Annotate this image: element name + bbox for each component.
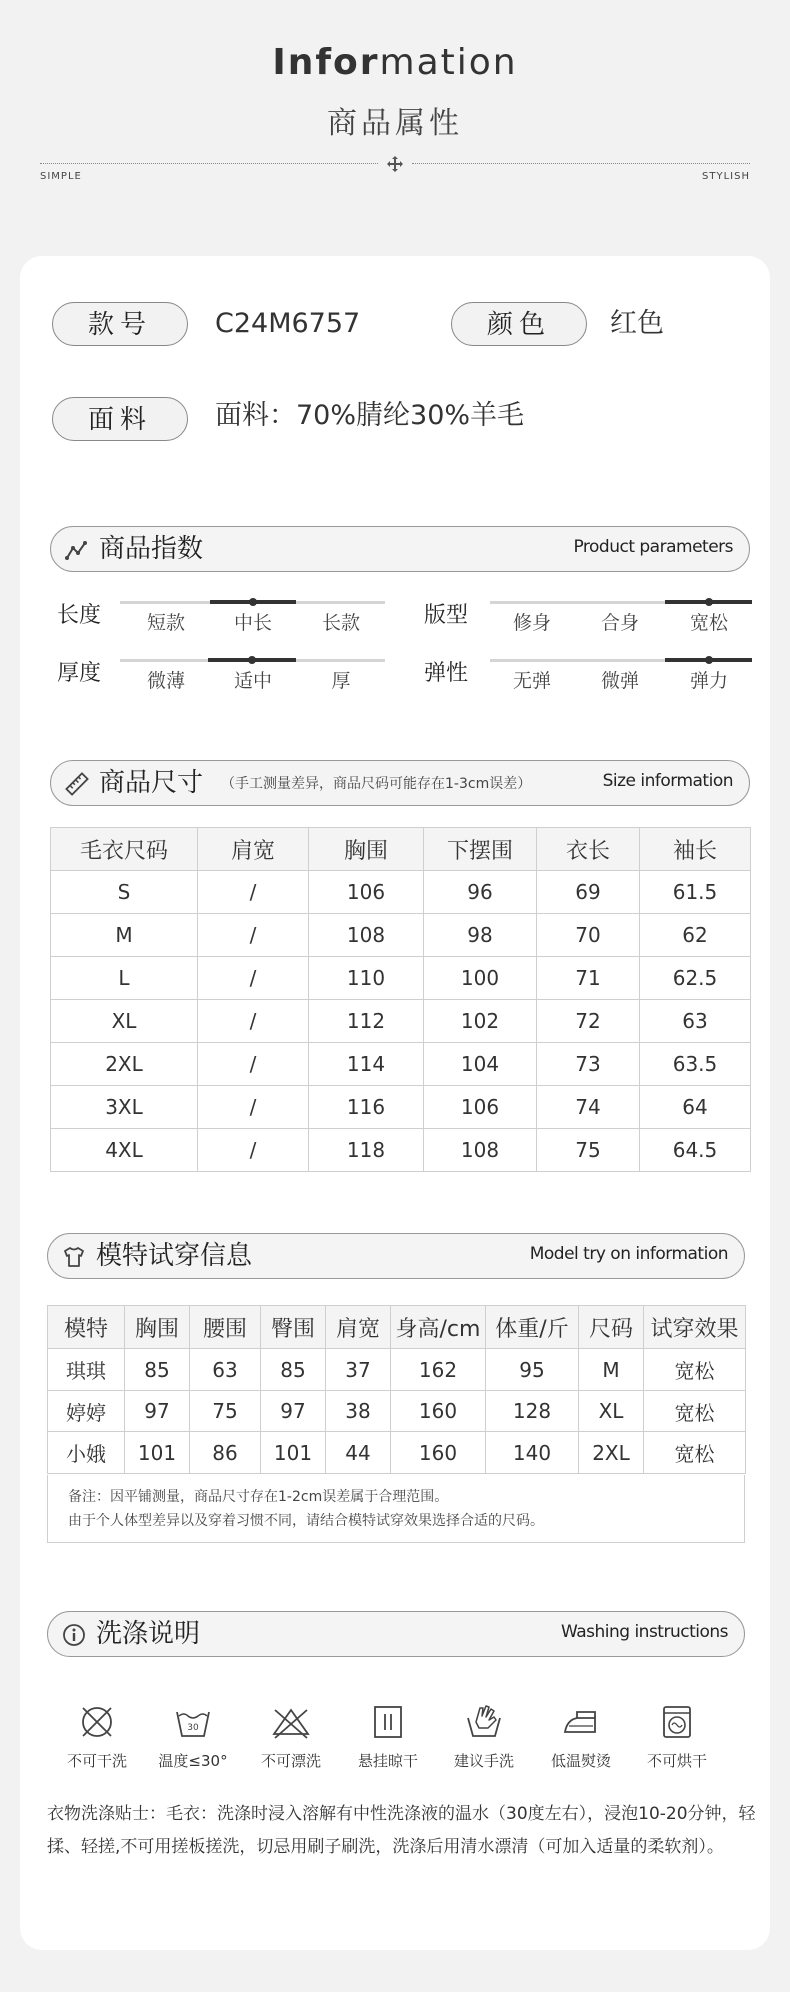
wash-30-text: 30 <box>187 1723 199 1733</box>
model-note-box <box>47 1475 745 1543</box>
size-table <box>50 827 751 1172</box>
model-cell: XL <box>579 1391 644 1432</box>
hem-cell: 102 <box>424 1000 537 1043</box>
stylish-tag: STYLISH <box>702 171 750 182</box>
style-no-value: C24M6757 <box>215 308 361 339</box>
model-name-cell: 小娥 <box>48 1432 125 1474</box>
size-cell: S <box>51 871 198 914</box>
size-info-en: Size information <box>602 771 733 791</box>
model-cell: 44 <box>326 1432 391 1474</box>
length-cell: 69 <box>537 871 640 914</box>
trend-line-icon <box>65 538 89 562</box>
option-fit-slim: 修身 <box>512 612 551 634</box>
chest-cell: 118 <box>309 1129 424 1172</box>
chest-cell: 114 <box>309 1043 424 1086</box>
table-row <box>51 914 751 957</box>
model-cell: 宽松 <box>644 1349 746 1391</box>
option-fit-regular: 合身 <box>600 612 639 634</box>
hem-cell: 104 <box>424 1043 537 1086</box>
size-header-size: 毛衣尺码 <box>51 828 198 871</box>
size-cell: M <box>51 914 198 957</box>
title-english <box>0 42 790 83</box>
chest-cell: 110 <box>309 957 424 1000</box>
hem-cell: 108 <box>424 1129 537 1172</box>
wash-item-hand-wash <box>439 1702 529 1771</box>
fabric-label: 面料 <box>52 397 188 441</box>
length-cell: 70 <box>537 914 640 957</box>
washing-tips: 衣物洗涤贴士：毛衣：洗涤时浸入溶解有中性洗涤液的温水（30度左右），浸泡10-20分钟，轻揉、轻搓,不可用搓板搓洗，切忌用刷子刷洗，洗涤后用清水漂清（可加入适量的柔软剂）。 <box>47 1804 756 1857</box>
shoulder-cell: / <box>198 1129 309 1172</box>
slider-length <box>120 601 385 604</box>
shoulder-cell: / <box>198 957 309 1000</box>
length-cell: 71 <box>537 957 640 1000</box>
slider-fit <box>490 601 752 604</box>
no-bleach-icon <box>271 1702 311 1742</box>
table-row <box>51 871 751 914</box>
table-row <box>48 1349 746 1391</box>
style-no-label: 款号 <box>52 302 188 346</box>
product-index-en: Product parameters <box>573 537 733 557</box>
model-header-height: 身高/cm <box>391 1306 486 1349</box>
shoulder-cell: / <box>198 1043 309 1086</box>
length-cell: 74 <box>537 1086 640 1129</box>
slider-length-dot <box>249 598 257 606</box>
chest-cell: 108 <box>309 914 424 957</box>
option-length-long: 长款 <box>321 612 360 634</box>
move-cross-icon <box>385 154 405 174</box>
slider-thickness-dot <box>248 656 256 664</box>
hem-cell: 100 <box>424 957 537 1000</box>
model-note-line-1: 备注：因平铺测量，商品尺寸存在1-2cm误差属于合理范围。 <box>68 1489 449 1505</box>
size-header-shoulder: 肩宽 <box>198 828 309 871</box>
info-circle-icon <box>62 1623 86 1647</box>
wash-label: 悬挂晾干 <box>357 1752 418 1770</box>
sleeve-cell: 62.5 <box>640 957 751 1000</box>
option-thickness-thin: 微薄 <box>146 670 185 692</box>
size-info-header <box>50 760 750 806</box>
low-iron-icon <box>561 1702 601 1742</box>
shoulder-cell: / <box>198 914 309 957</box>
wash-label: 温度≤30° <box>158 1752 228 1770</box>
hang-dry-icon <box>368 1702 408 1742</box>
model-cell: 63 <box>190 1349 261 1391</box>
table-row <box>51 1086 751 1129</box>
model-cell: 160 <box>391 1391 486 1432</box>
option-fit-loose: 宽松 <box>689 612 728 634</box>
model-cell: 37 <box>326 1349 391 1391</box>
divider-right <box>412 163 750 164</box>
size-header-length: 衣长 <box>537 828 640 871</box>
hem-cell: 106 <box>424 1086 537 1129</box>
wash-label: 低温熨烫 <box>550 1752 611 1770</box>
wash-item-no-tumble-dry <box>632 1702 722 1771</box>
size-cell: 4XL <box>51 1129 198 1172</box>
shoulder-cell: / <box>198 1000 309 1043</box>
slider-stretch <box>490 659 752 662</box>
model-name-cell: 婷婷 <box>48 1391 125 1432</box>
tshirt-icon <box>62 1245 86 1269</box>
wash-item-temp-30 <box>148 1702 238 1771</box>
title-bold-part: Infor <box>272 42 380 83</box>
index-label-thickness: 厚度 <box>57 661 102 686</box>
model-cell: 162 <box>391 1349 486 1391</box>
model-cell: 140 <box>486 1432 579 1474</box>
model-cell: 75 <box>190 1391 261 1432</box>
option-thickness-thick: 厚 <box>331 670 351 692</box>
sleeve-cell: 61.5 <box>640 871 751 914</box>
wash-item-hang-dry <box>343 1702 433 1771</box>
washing-header <box>47 1611 745 1657</box>
hem-cell: 98 <box>424 914 537 957</box>
table-row <box>48 1391 746 1432</box>
model-cell: 97 <box>261 1391 326 1432</box>
product-index-header <box>50 526 750 572</box>
hem-cell: 96 <box>424 871 537 914</box>
size-cell: XL <box>51 1000 198 1043</box>
slider-thickness <box>120 659 385 662</box>
size-header-hem: 下摆围 <box>424 828 537 871</box>
length-cell: 75 <box>537 1129 640 1172</box>
table-row <box>48 1432 746 1474</box>
model-cell: 101 <box>125 1432 190 1474</box>
model-header-waist: 腰围 <box>190 1306 261 1349</box>
model-cell: 95 <box>486 1349 579 1391</box>
model-header-effect: 试穿效果 <box>644 1306 746 1349</box>
model-cell: 宽松 <box>644 1432 746 1474</box>
option-stretch-stretchy: 弹力 <box>689 670 728 692</box>
model-header-weight: 体重/斤 <box>486 1306 579 1349</box>
title-chinese: 商品属性 <box>327 106 463 141</box>
size-header-chest: 胸围 <box>309 828 424 871</box>
model-header-chest: 胸围 <box>125 1306 190 1349</box>
size-cell: 3XL <box>51 1086 198 1129</box>
model-info-header <box>47 1233 745 1279</box>
sleeve-cell: 64.5 <box>640 1129 751 1172</box>
model-header-size: 尺码 <box>579 1306 644 1349</box>
model-table <box>47 1305 746 1474</box>
index-label-length: 长度 <box>57 603 102 628</box>
size-cell: L <box>51 957 198 1000</box>
option-thickness-medium: 适中 <box>233 670 272 692</box>
sleeve-cell: 62 <box>640 914 751 957</box>
model-name-cell: 琪琪 <box>48 1349 125 1391</box>
option-stretch-none: 无弹 <box>512 670 551 692</box>
model-note-line-2: 由于个人体型差异以及穿着习惯不同，请结合模特试穿效果选择合适的尺码。 <box>68 1513 544 1529</box>
size-info-title: 商品尺寸 <box>99 768 204 798</box>
wash-item-no-dry-clean <box>52 1702 142 1771</box>
color-value: 红色 <box>610 308 664 339</box>
hand-wash-icon <box>464 1702 504 1742</box>
shoulder-cell: / <box>198 871 309 914</box>
sleeve-cell: 64 <box>640 1086 751 1129</box>
slider-stretch-dot <box>705 656 713 664</box>
page-header <box>0 0 790 240</box>
model-info-title: 模特试穿信息 <box>96 1241 253 1271</box>
product-index-title: 商品指数 <box>99 534 204 564</box>
model-info-en: Model try on information <box>529 1244 728 1264</box>
washing-title: 洗涤说明 <box>96 1619 201 1649</box>
model-cell: 101 <box>261 1432 326 1474</box>
model-cell: 85 <box>261 1349 326 1391</box>
model-cell: 160 <box>391 1432 486 1474</box>
wash-label: 不可干洗 <box>66 1752 127 1770</box>
model-header-shoulder: 肩宽 <box>326 1306 391 1349</box>
size-header-sleeve: 袖长 <box>640 828 751 871</box>
model-cell: M <box>579 1349 644 1391</box>
chest-cell: 106 <box>309 871 424 914</box>
size-cell: 2XL <box>51 1043 198 1086</box>
model-cell: 85 <box>125 1349 190 1391</box>
table-row <box>51 957 751 1000</box>
table-row <box>51 1129 751 1172</box>
wash-item-no-bleach <box>246 1702 336 1771</box>
divider-left <box>40 163 378 164</box>
table-row <box>51 1000 751 1043</box>
model-header-hip: 臀围 <box>261 1306 326 1349</box>
wash-30-icon <box>173 1702 213 1742</box>
wash-label: 不可漂洗 <box>260 1752 321 1770</box>
model-cell: 128 <box>486 1391 579 1432</box>
no-dry-clean-icon <box>77 1702 117 1742</box>
size-info-subtitle: （手工测量差异，商品尺码可能存在1-3cm误差） <box>221 776 532 792</box>
simple-tag: SIMPLE <box>40 171 82 182</box>
index-label-stretch: 弹性 <box>424 661 469 686</box>
model-table-header-row <box>48 1306 746 1349</box>
model-cell: 86 <box>190 1432 261 1474</box>
wash-label: 建议手洗 <box>453 1752 514 1770</box>
model-cell: 宽松 <box>644 1391 746 1432</box>
title-rest-part: mation <box>379 42 518 83</box>
slider-fit-dot <box>705 598 713 606</box>
length-cell: 73 <box>537 1043 640 1086</box>
model-cell: 2XL <box>579 1432 644 1474</box>
washing-en: Washing instructions <box>560 1622 728 1642</box>
size-table-header-row <box>51 828 751 871</box>
model-header-name: 模特 <box>48 1306 125 1349</box>
wash-label: 不可烘干 <box>646 1752 707 1770</box>
chest-cell: 116 <box>309 1086 424 1129</box>
color-label: 颜色 <box>451 302 587 346</box>
sleeve-cell: 63.5 <box>640 1043 751 1086</box>
option-length-short: 短款 <box>146 612 185 634</box>
table-row <box>51 1043 751 1086</box>
option-stretch-slight: 微弹 <box>600 670 639 692</box>
wash-item-low-iron <box>536 1702 626 1771</box>
sleeve-cell: 63 <box>640 1000 751 1043</box>
chest-cell: 112 <box>309 1000 424 1043</box>
model-cell: 38 <box>326 1391 391 1432</box>
index-label-fit: 版型 <box>424 603 469 628</box>
ruler-icon <box>65 772 89 796</box>
option-length-mid: 中长 <box>233 612 272 634</box>
fabric-value: 面料：70%腈纶30%羊毛 <box>215 400 525 431</box>
length-cell: 72 <box>537 1000 640 1043</box>
shoulder-cell: / <box>198 1086 309 1129</box>
no-tumble-dry-icon <box>657 1702 697 1742</box>
model-cell: 97 <box>125 1391 190 1432</box>
